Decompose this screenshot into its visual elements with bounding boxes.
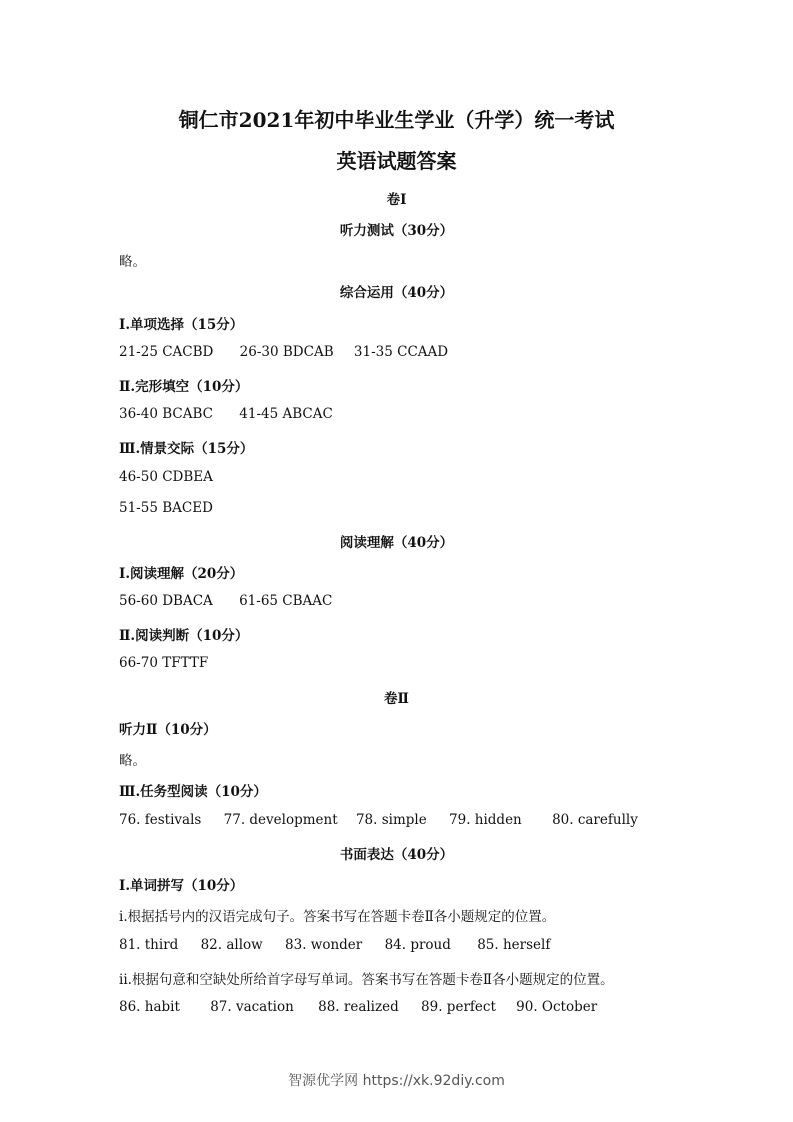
answer-item: 82. allow	[200, 937, 263, 953]
listening-2-heading: 听力Ⅱ（10分）	[119, 722, 217, 738]
footer-watermark: 智源优学网 https://xk.92diy.com	[288, 1073, 505, 1089]
situational-answers-1: 46-50 CDBEA	[119, 469, 213, 485]
listening-2-text: 略。	[119, 753, 146, 769]
single-choice-heading: Ⅰ.单项选择（15分）	[119, 317, 244, 333]
answer-group: 26-30 BDCAB	[239, 344, 334, 360]
answer-item: 85. herself	[477, 937, 551, 953]
reading-comprehension-answers	[119, 593, 332, 609]
comprehensive-heading: 综合运用（40分）	[339, 285, 454, 301]
reading-comprehension-heading: Ⅰ.阅读理解（20分）	[119, 566, 244, 582]
spelling-answers-ii	[119, 999, 597, 1015]
answer-item: 78. simple	[355, 812, 427, 828]
writing-heading: 书面表达（40分）	[339, 847, 454, 863]
document-title: 铜仁市2021年初中毕业生学业（升学）统一考试	[178, 108, 615, 132]
spelling-instruction-i: i.根据括号内的汉语完成句子。答案书写在答题卡卷Ⅱ各小题规定的位置。	[119, 909, 556, 925]
answer-group: 36-40 BCABC	[119, 406, 213, 422]
spelling-instruction-ii: ii.根据句意和空缺处所给首字母写单词。答案书写在答题卡卷Ⅱ各小题规定的位置。	[119, 972, 614, 988]
reading-judgement-heading: Ⅱ.阅读判断（10分）	[119, 628, 249, 644]
answer-item: 86. habit	[119, 999, 180, 1015]
answer-item: 81. third	[119, 937, 179, 953]
spelling-heading: Ⅰ.单词拼写（10分）	[119, 878, 244, 894]
situational-answers-2: 51-55 BACED	[119, 500, 213, 516]
reading-judgement-answers: 66-70 TFTTF	[119, 655, 209, 671]
answer-item: 88. realized	[318, 999, 399, 1015]
spelling-answers-i	[119, 937, 550, 953]
answer-item: 87. vacation	[210, 999, 294, 1015]
answer-item: 80. carefully	[552, 812, 638, 828]
answer-group: 56-60 DBACA	[119, 593, 213, 609]
task-reading-answers	[119, 812, 638, 828]
answer-group: 31-35 CCAAD	[353, 344, 449, 360]
reading-heading: 阅读理解（40分）	[339, 535, 454, 551]
document-subtitle: 英语试题答案	[336, 149, 457, 173]
task-reading-heading: Ⅲ.任务型阅读（10分）	[119, 784, 267, 800]
volume-1-heading: 卷Ⅰ	[386, 192, 407, 208]
answer-group: 41-45 ABCAC	[239, 406, 333, 422]
single-choice-answers	[119, 344, 448, 360]
answer-item: 89. perfect	[421, 999, 496, 1015]
listening-heading: 听力测试（30分）	[339, 223, 454, 239]
answer-item: 90. October	[516, 999, 598, 1015]
cloze-answers	[119, 406, 333, 422]
situational-heading: Ⅲ.情景交际（15分）	[119, 441, 254, 457]
answer-item: 84. proud	[384, 937, 451, 953]
listening-text: 略。	[119, 254, 146, 270]
answer-group: 61-65 CBAAC	[239, 593, 333, 609]
volume-2-heading: 卷Ⅱ	[384, 691, 409, 707]
cloze-heading: Ⅱ.完形填空（10分）	[119, 379, 249, 395]
answer-item: 76. festivals	[119, 812, 202, 828]
answer-item: 83. wonder	[285, 937, 363, 953]
answer-item: 79. hidden	[449, 812, 522, 828]
answer-item: 77. development	[223, 812, 338, 828]
answer-group: 21-25 CACBD	[119, 344, 214, 360]
